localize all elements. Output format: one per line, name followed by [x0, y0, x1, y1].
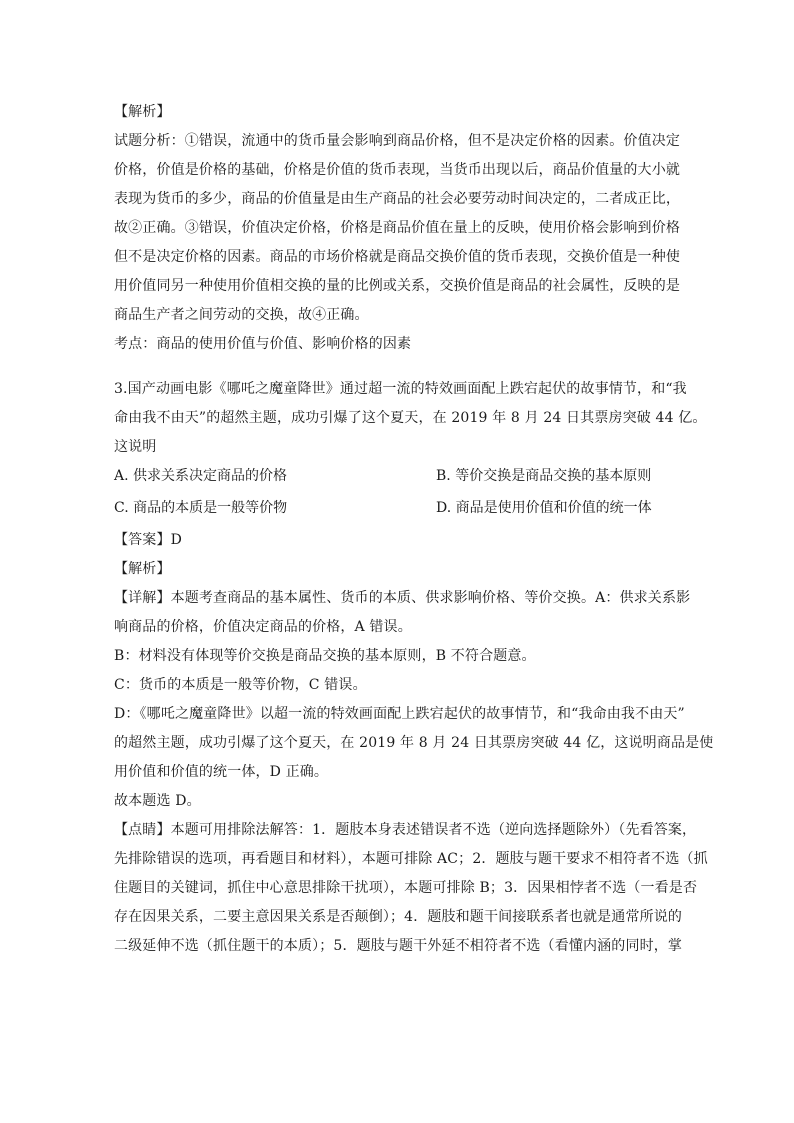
question-stem-line: 命由我不由天”的超然主题，成功引爆了这个夏天，在 2019 年 8 月 24 日其票房突破 44 亿。 — [114, 410, 707, 426]
detail-line: 响商品的价格，价值决定商品的价格，A 错误。 — [114, 619, 412, 635]
detail-paragraph — [114, 584, 714, 816]
spacer — [114, 359, 684, 375]
option-b: B. 等价交换是商品交换的基本原则 — [436, 468, 652, 484]
analysis-line: 用价值同另一种使用价值相交换的量的比例或关系，交换价值是商品的社会属性，反映的是 — [114, 278, 680, 294]
detail-line: B：材料没有体现等价交换是商品交换的基本原则，B 不符合题意。 — [114, 648, 536, 664]
option-a: A. 供求关系决定商品的价格 — [114, 468, 288, 484]
detail-line: 的超然主题，成功引爆了这个夏天，在 2019 年 8 月 24 日其票房突破 44 亿，这说明商品是使 — [114, 735, 714, 751]
tip-line: 先排除错误的选项，再看题目和材料），本题可排除 AC；2．题肢与题干要求不相符者不选（抓 — [114, 851, 708, 867]
detail-line: C：货币的本质是一般等价物，C 错误。 — [114, 677, 367, 693]
analysis-line: 价格，价值是价格的基础，价格是价值的货币表现，当货币出现以后，商品价值量的大小就 — [114, 162, 680, 178]
analysis-line: 但不是决定价格的因素。商品的市场价格就是商品交换价值的货币表现，交换价值是一种使 — [114, 249, 680, 265]
question-stem-line: 3.国产动画电影《哪吒之魔童降世》通过超一流的特效画面配上跌宕起伏的故事情节，和“我 — [114, 381, 687, 397]
analysis-line: 试题分析：①错误，流通中的货币量会影响到商品价格，但不是决定价格的因素。价值决定 — [114, 133, 680, 149]
analysis-line: 故②正确。③错误，价值决定价格，价格是商品价值在量上的反映，使用价格会影响到价格 — [114, 220, 680, 236]
detail-line: D：《哪吒之魔童降世》以超一流的特效画面配上跌宕起伏的故事情节，和“我命由我不由天” — [114, 706, 685, 722]
document-page — [114, 98, 714, 961]
answer-line: 【答案】D — [114, 532, 182, 548]
detail-line: 故本题选 D。 — [114, 793, 201, 809]
question-3 — [114, 375, 714, 961]
detail-line: 【详解】本题考查商品的基本属性、货币的本质、供求影响价格、等价交换。A：供求关系影 — [114, 590, 691, 606]
tip-paragraph — [114, 816, 708, 961]
tip-line: 二级延伸不选（抓住题干的本质）；5．题肢与题干外延不相符者不选（看懂内涵的同时，掌 — [114, 938, 683, 954]
analysis-heading: 【解析】 — [114, 104, 171, 120]
analysis-line: 表现为货币的多少，商品的价值量是由生产商品的社会必要劳动时间决定的，二者成正比， — [114, 191, 680, 207]
detail-line: 用价值和价值的统一体，D 正确。 — [114, 764, 329, 780]
analysis-paragraph — [114, 127, 684, 330]
question-stem-line: 这说明 — [114, 439, 157, 455]
question-options — [114, 462, 684, 526]
tip-line: 存在因果关系，二要主意因果关系是否颠倒）；4．题肢和题干间接联系者也就是通常所说的 — [114, 909, 683, 925]
kaodian-line: 考点：商品的使用价值与价值、影响价格的因素 — [114, 336, 412, 352]
tip-line: 住题目的关键词，抓住中心意思排除干扰项），本题可排除 B；3．因果相悖者不选（一看是否 — [114, 880, 698, 896]
option-d: D. 商品是使用价值和价值的统一体 — [436, 500, 652, 516]
analysis-line: 商品生产者之间劳动的交换，故④正确。 — [114, 307, 369, 323]
tip-line: 【点睛】本题可用排除法解答：1．题肢本身表述错误者不选（逆向选择题除外）（先看答案， — [114, 822, 697, 838]
option-c: C. 商品的本质是一般等价物 — [114, 500, 288, 516]
analysis-heading: 【解析】 — [114, 561, 171, 577]
